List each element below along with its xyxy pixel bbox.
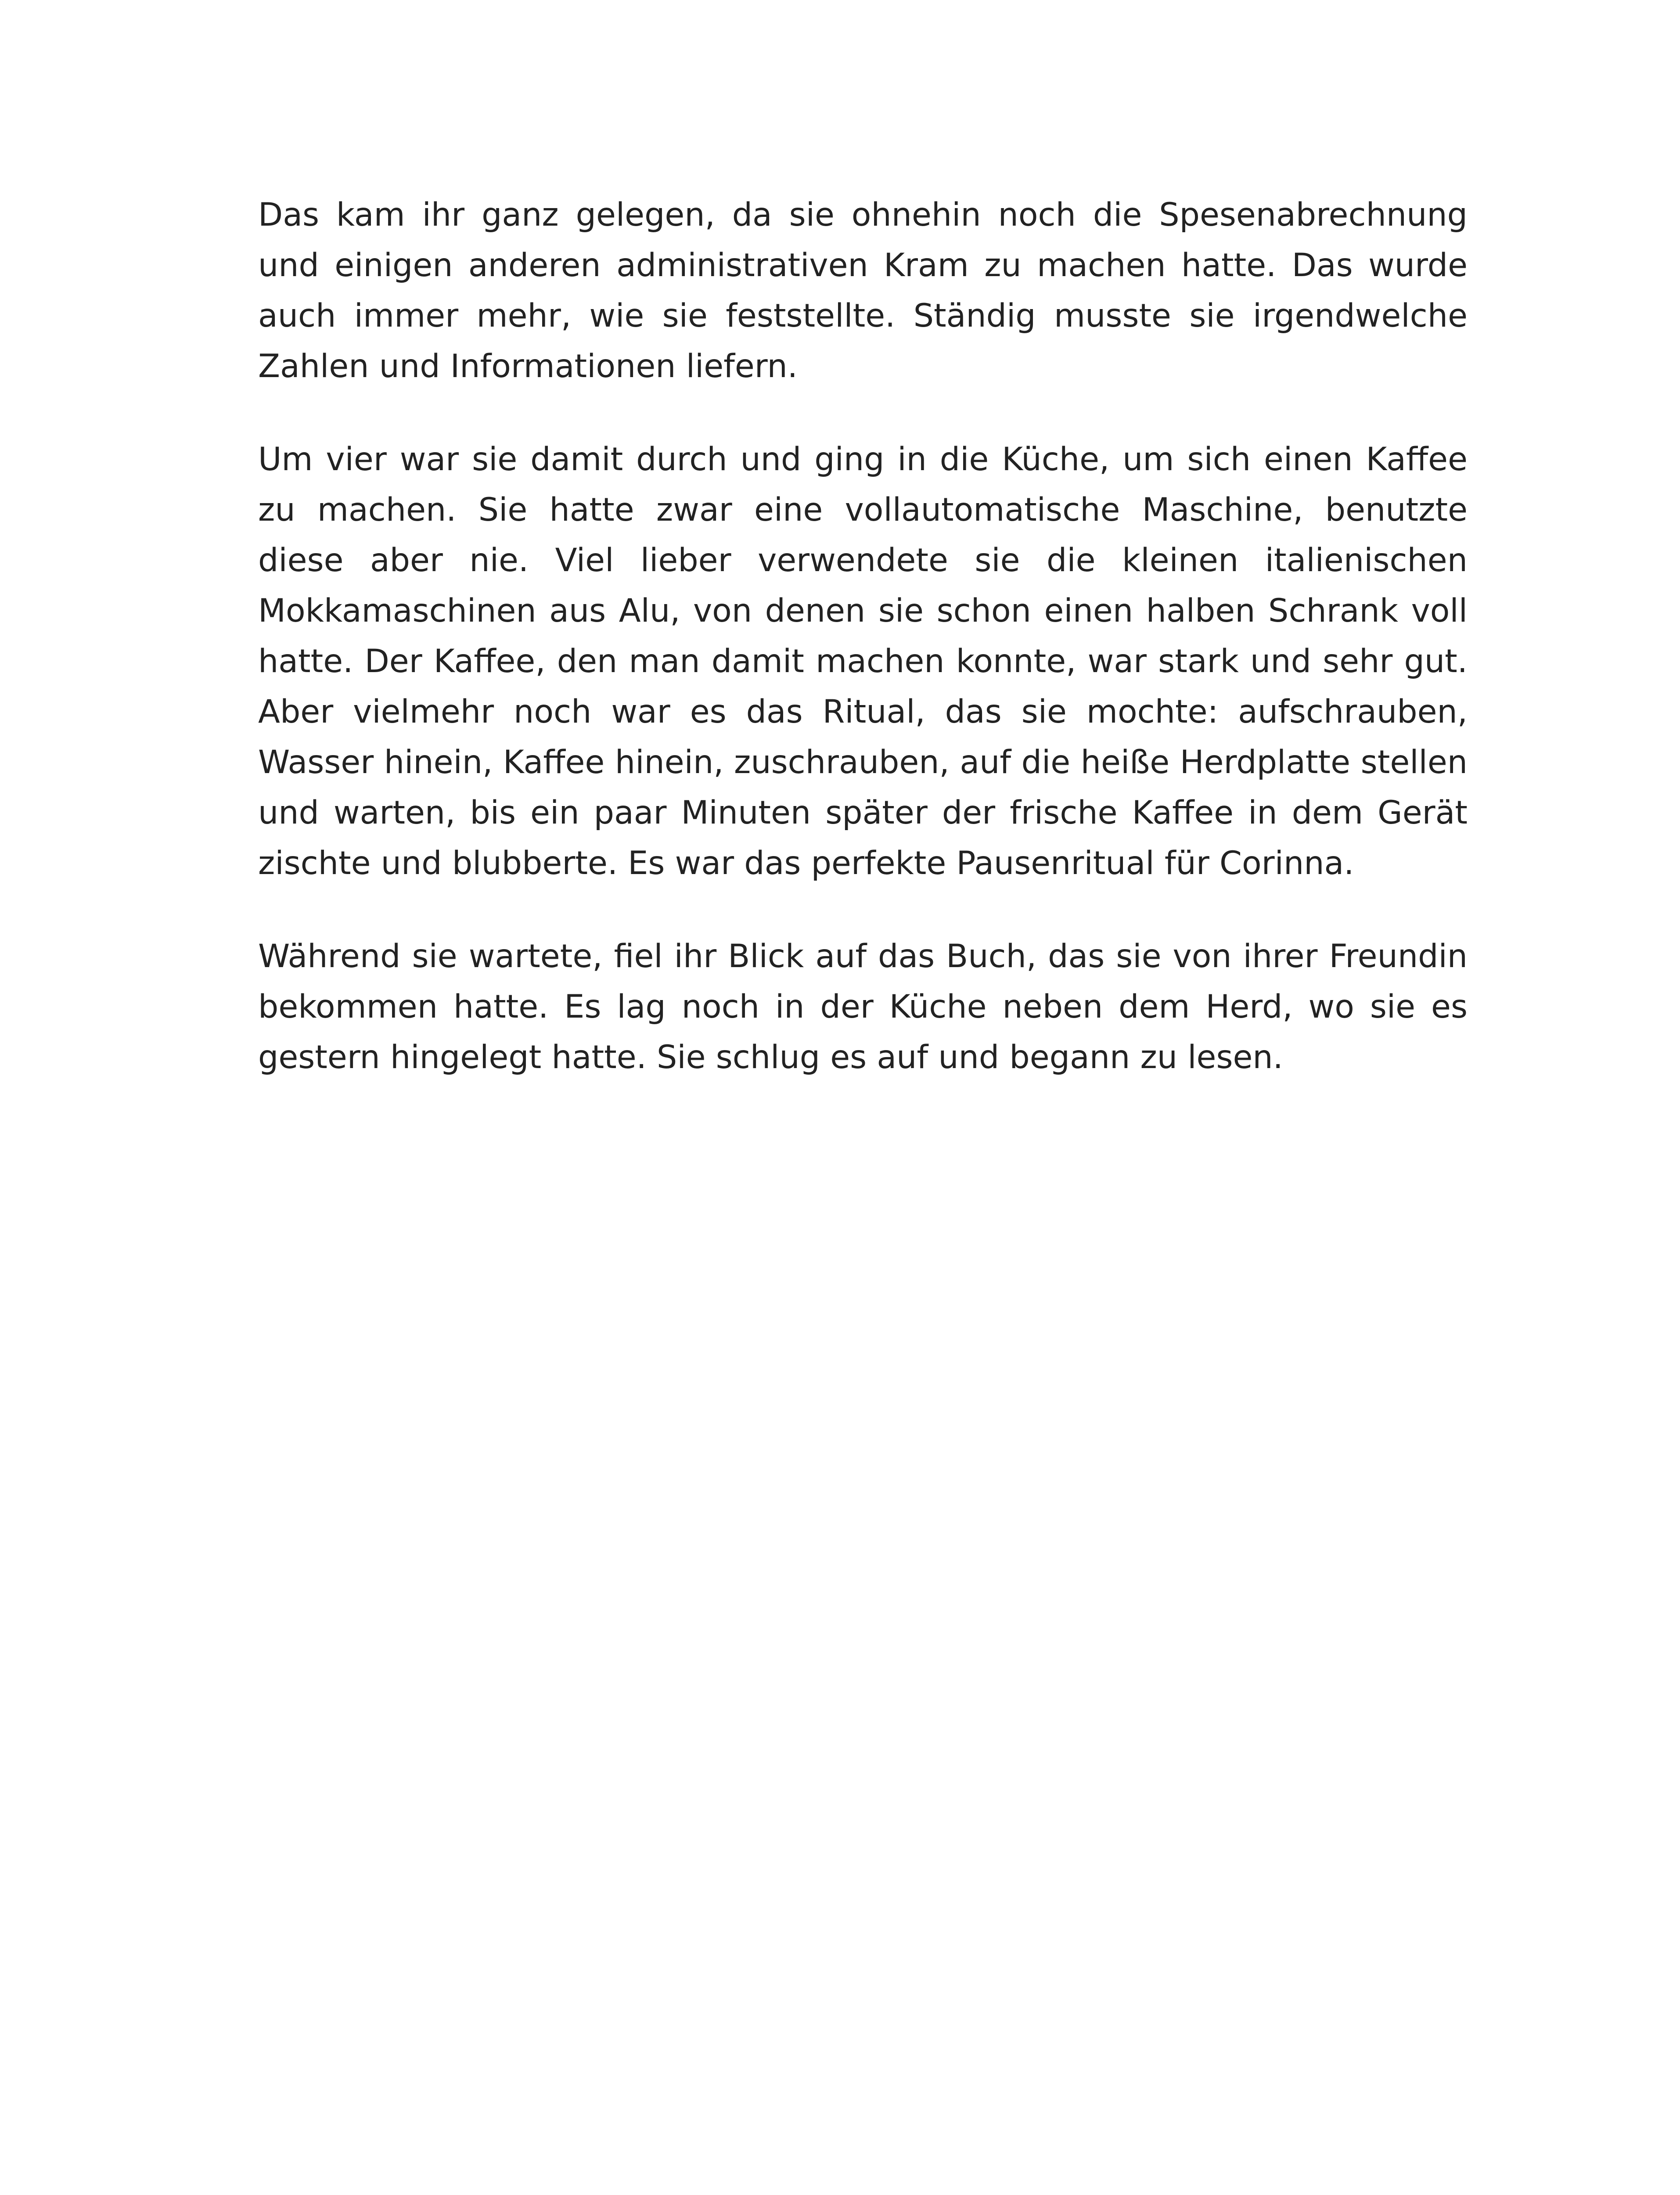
body-text bbox=[258, 190, 1468, 1125]
paragraph-1: Das kam ihr ganz gelegen, da sie ohnehin noch die Spesenabrechnung und einigen anderen administrativen Kram zu machen hatte. Das wurde auch immer mehr, wie sie feststellte. Ständig musste sie irgendwelche Zahlen und Informationen liefern. bbox=[258, 196, 1468, 385]
paragraph-3: Während sie wartete, fiel ihr Blick auf das Buch, das sie von ihrer Freundin bekommen hatte. Es lag noch in der Küche neben dem Herd, wo sie es gestern hingelegt hatte. Sie schlug es auf und begann zu lesen. bbox=[258, 938, 1468, 1076]
paragraph-2: Um vier war sie damit durch und ging in die Küche, um sich einen Kaffee zu machen. Sie hatte zwar eine vollautomatische Maschine, benutzte diese aber nie. Viel lieber verwendete sie die kleinen italienischen Mokkamaschinen aus Alu, von denen sie schon einen halben Schrank voll hatte. Der Kaffee, den man damit machen konnte, war stark und sehr gut. Aber vielmehr noch war es das Ritual, das sie mochte: aufschrauben, Wasser hinein, Kaffee hinein, zuschrauben, auf die heiße Herdplatte stellen und warten, bis ein paar Minuten später der frische Kaffee in dem Gerät zischte und blubberte. Es war das perfekte Pausenritual für Corinna. bbox=[258, 441, 1468, 882]
